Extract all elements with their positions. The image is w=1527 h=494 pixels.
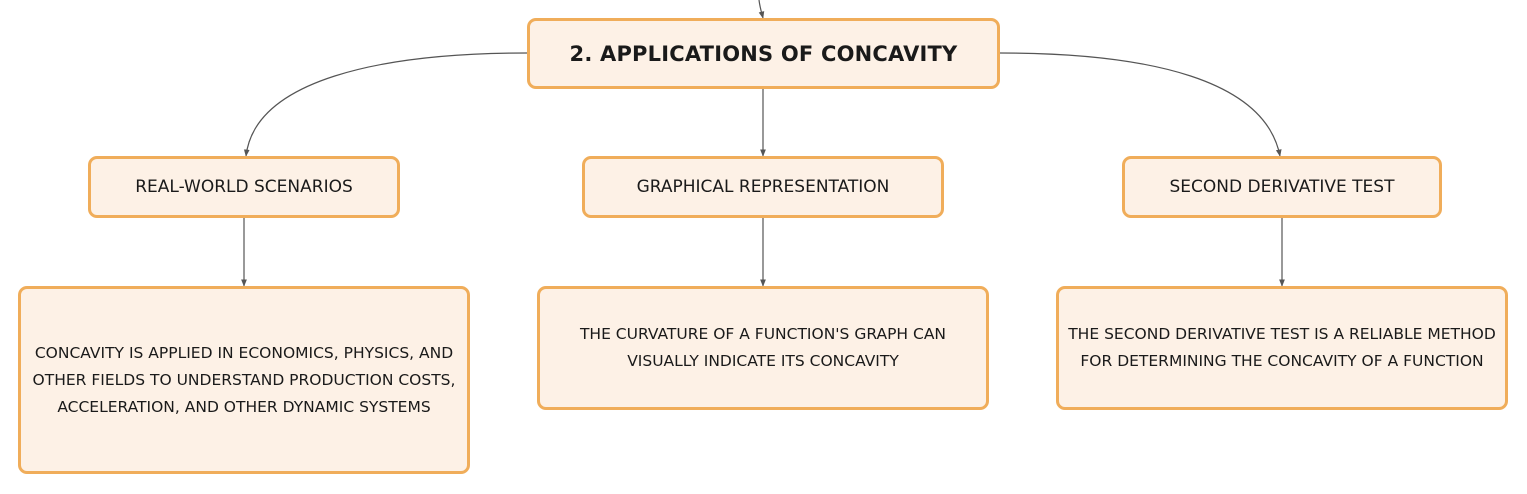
branch-node-title: GRAPHICAL REPRESENTATION xyxy=(636,177,890,197)
detail-node-real-world-scenarios[interactable] xyxy=(18,286,470,474)
branch-node-second-derivative-test[interactable] xyxy=(1122,156,1442,218)
branch-node-title: REAL-WORLD SCENARIOS xyxy=(135,177,353,197)
detail-node-second-derivative-test[interactable] xyxy=(1056,286,1508,410)
detail-node-graphical-representation[interactable] xyxy=(537,286,989,410)
root-node-title: 2. APPLICATIONS OF CONCAVITY xyxy=(569,41,958,66)
root-node[interactable] xyxy=(527,18,1000,89)
parent-connector xyxy=(759,0,763,18)
detail-node-text: THE SECOND DERIVATIVE TEST IS A RELIABLE METHOD FOR DETERMINING THE CONCAVITY OF A FUNCTION xyxy=(1068,325,1496,370)
branch-node-title: SECOND DERIVATIVE TEST xyxy=(1169,177,1395,197)
connector-root-to-real-world xyxy=(246,53,527,156)
connector-root-to-second-derivative xyxy=(1000,53,1280,156)
branch-node-graphical-representation[interactable] xyxy=(582,156,944,218)
detail-node-text: THE CURVATURE OF A FUNCTION'S GRAPH CAN VISUALLY INDICATE ITS CONCAVITY xyxy=(579,325,947,370)
detail-node-text: CONCAVITY IS APPLIED IN ECONOMICS, PHYSICS, AND OTHER FIELDS TO UNDERSTAND PRODUCTION COSTS, ACCELERATION, AND OTHER DYNAMIC SYSTEMS xyxy=(32,343,456,416)
branch-node-real-world-scenarios[interactable] xyxy=(88,156,400,218)
